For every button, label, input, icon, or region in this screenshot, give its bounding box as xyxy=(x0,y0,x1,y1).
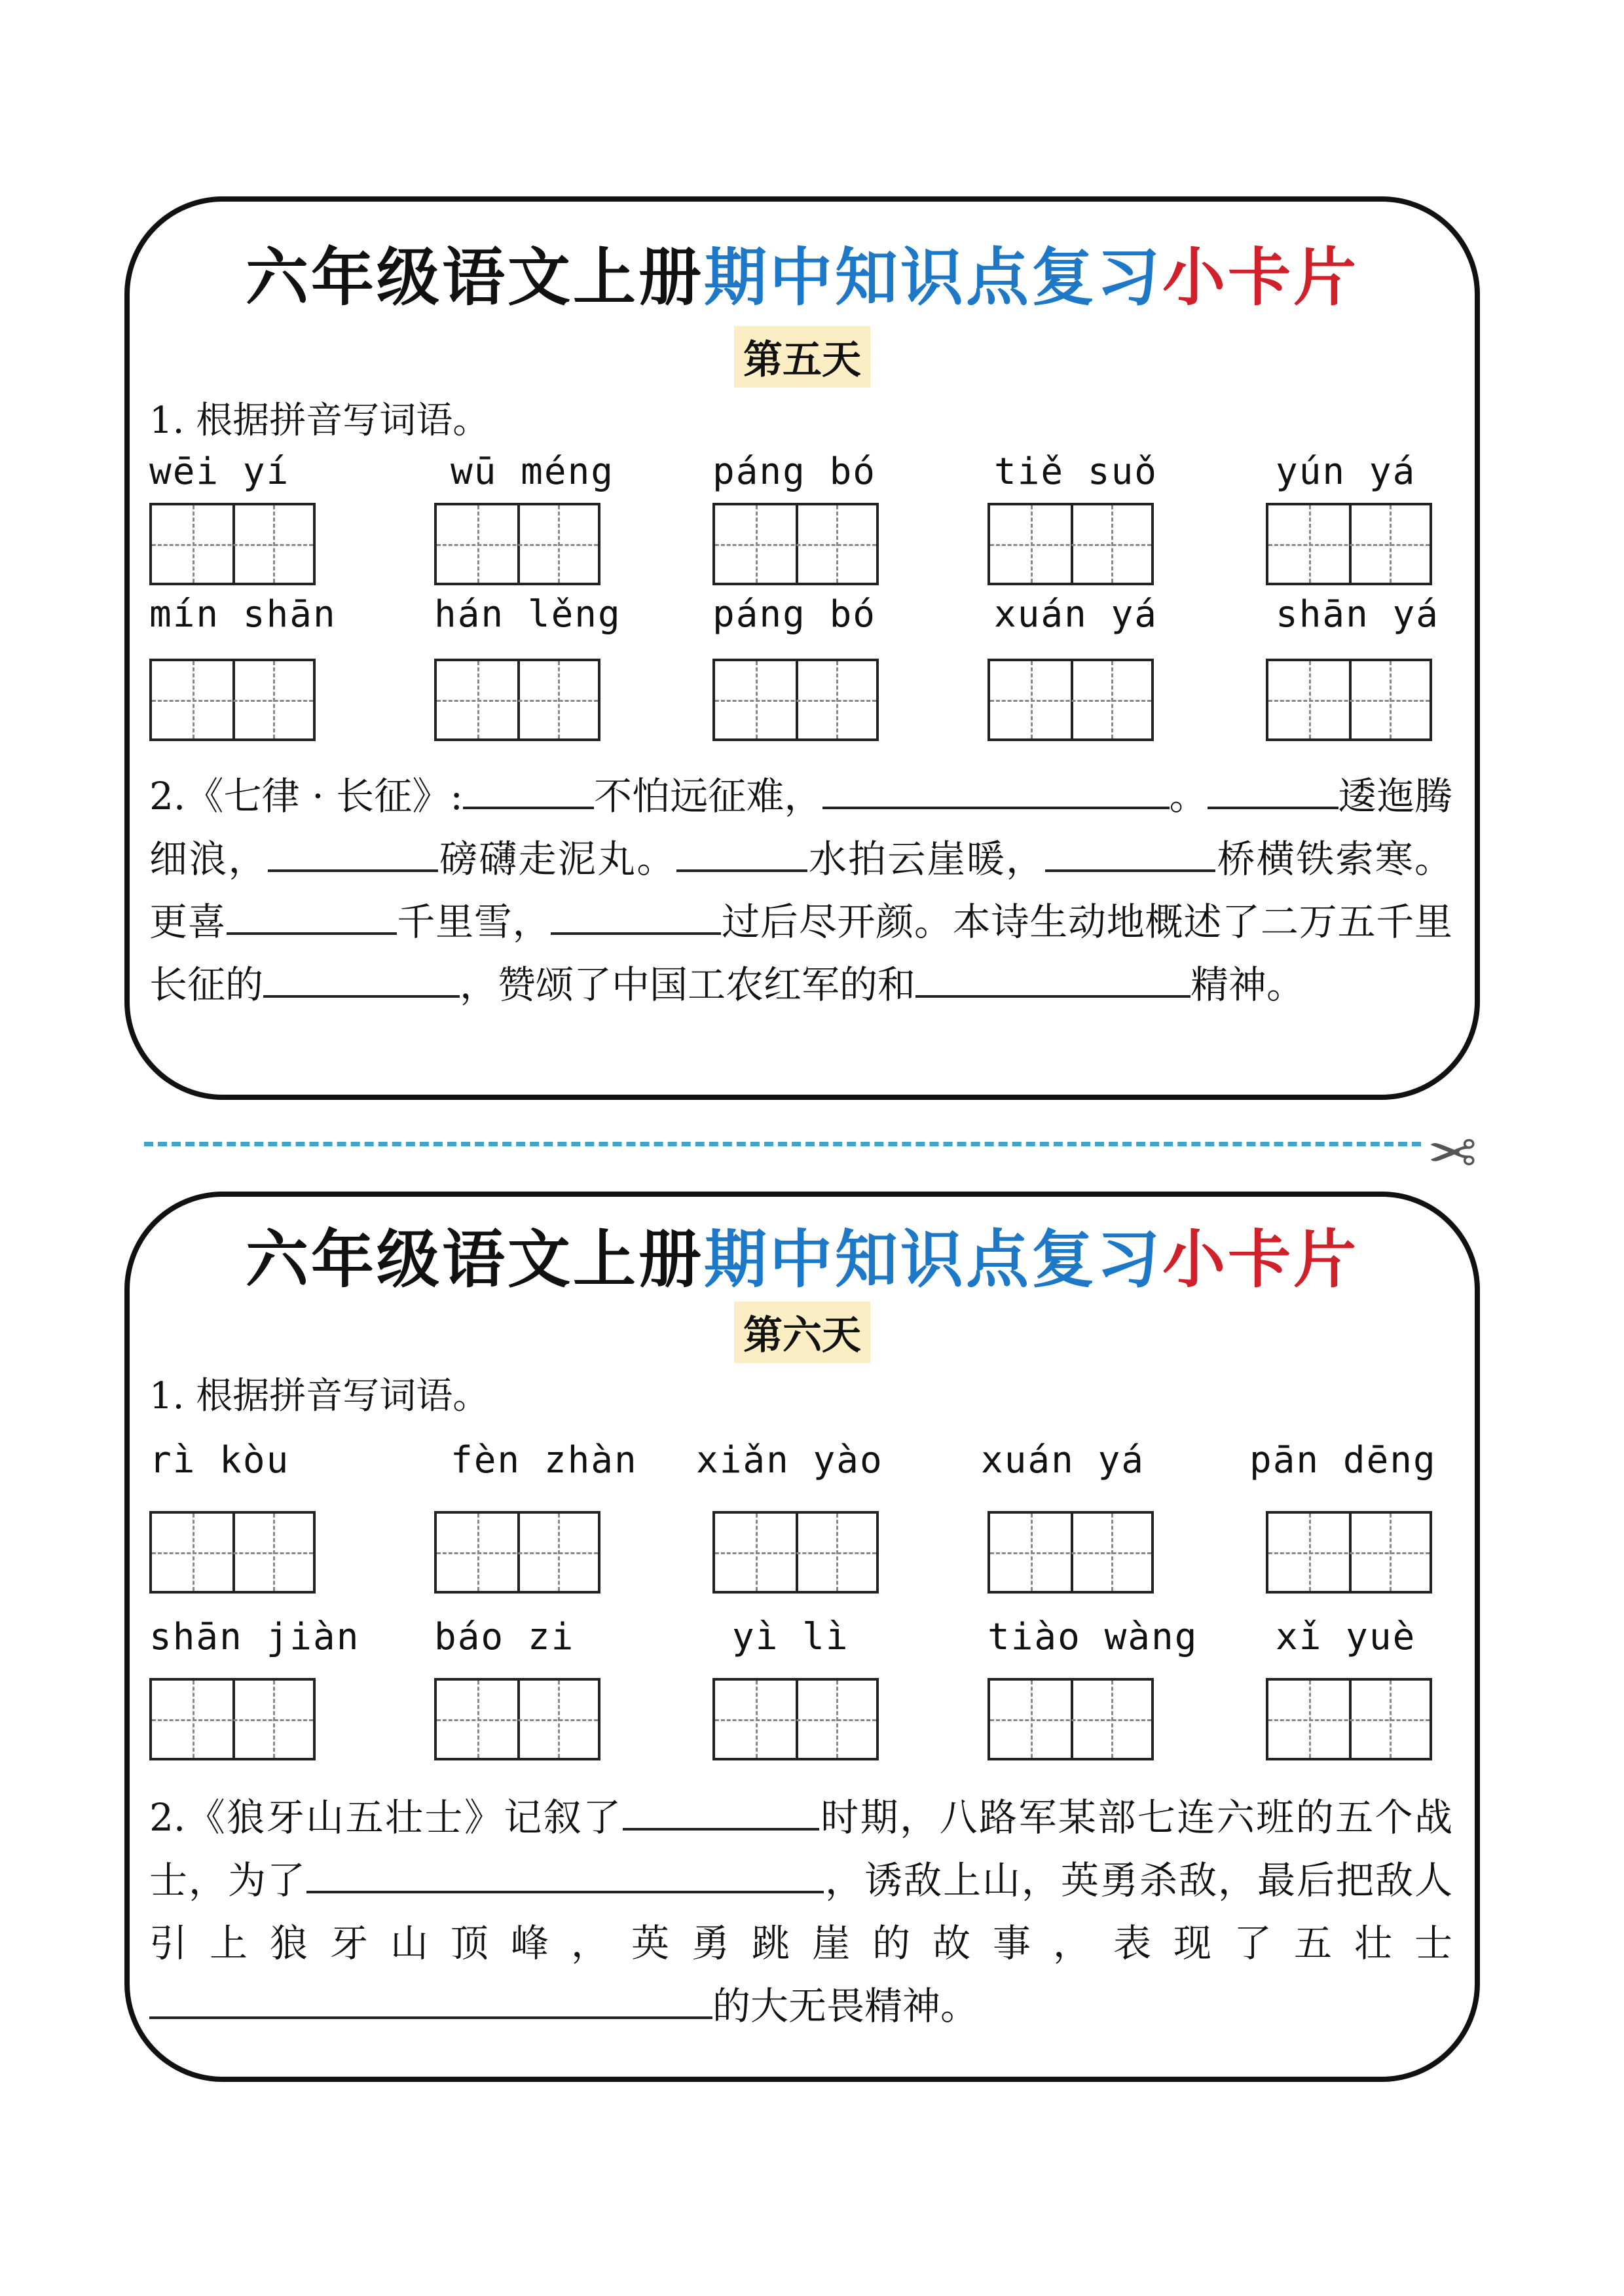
q2-text: 的大无畏精神。 xyxy=(712,1984,979,2028)
q2-text: 和 xyxy=(877,962,916,1007)
tianzige-box[interactable] xyxy=(1266,503,1432,585)
cut-line xyxy=(144,1142,1421,1146)
question-2-paragraph xyxy=(149,1786,1452,2037)
fill-blank[interactable] xyxy=(149,1980,712,2019)
title-part-grade: 六年级语文上册 xyxy=(246,1222,704,1296)
q2-text: 2.《七律 · 长征》: xyxy=(149,774,463,818)
pinyin-label: tiě suǒ xyxy=(994,450,1158,493)
tianzige-box[interactable] xyxy=(149,659,316,741)
card-title xyxy=(130,228,1475,318)
title-part-grade: 六年级语文上册 xyxy=(246,240,704,314)
q2-text: 桥横铁索寒。更喜 xyxy=(149,837,1452,944)
pinyin-label: yì lì xyxy=(732,1616,849,1658)
card-title xyxy=(130,1210,1475,1300)
title-part-review: 期中知识点复习 xyxy=(704,1222,1162,1296)
tianzige-box[interactable] xyxy=(1266,1678,1432,1760)
fill-blank[interactable] xyxy=(227,896,397,935)
q2-text: 千里雪， xyxy=(396,900,551,944)
tianzige-box[interactable] xyxy=(987,1678,1154,1760)
q2-text: 不怕远征难， xyxy=(593,774,822,818)
q2-text: 逶迤腾细浪， xyxy=(149,774,1452,881)
pinyin-label: xiǎn yào xyxy=(696,1439,883,1482)
tianzige-box[interactable] xyxy=(712,503,879,585)
review-card-day6 xyxy=(124,1192,1480,2082)
pinyin-label: shān yá xyxy=(1276,593,1440,636)
title-part-review: 期中知识点复习 xyxy=(704,240,1162,314)
fill-blank[interactable] xyxy=(268,833,438,872)
tianzige-box[interactable] xyxy=(1266,659,1432,741)
fill-blank[interactable] xyxy=(676,833,807,872)
q2-text: 2.《狼牙山五壮士》记叙了 xyxy=(149,1795,623,1840)
fill-blank[interactable] xyxy=(623,1791,819,1831)
question-2-paragraph xyxy=(149,765,1452,1016)
tianzige-box[interactable] xyxy=(434,659,600,741)
pinyin-label: xuán yá xyxy=(994,593,1158,636)
tianzige-box[interactable] xyxy=(149,1678,316,1760)
pinyin-label: páng bó xyxy=(712,450,877,493)
tianzige-box[interactable] xyxy=(1266,1511,1432,1594)
fill-blank[interactable] xyxy=(915,958,1190,998)
pinyin-label: xǐ yuè xyxy=(1276,1616,1416,1658)
tianzige-box[interactable] xyxy=(149,503,316,585)
pinyin-label: yún yá xyxy=(1276,450,1416,493)
q2-text: 。 xyxy=(1169,774,1208,818)
fill-blank[interactable] xyxy=(1045,833,1215,872)
question-1-prompt: 1. 根据拼音写词语。 xyxy=(149,399,490,442)
tianzige-box[interactable] xyxy=(434,1511,600,1594)
pinyin-label: mín shān xyxy=(149,593,337,636)
tianzige-box[interactable] xyxy=(712,1511,879,1594)
fill-blank[interactable] xyxy=(306,1854,824,1893)
pinyin-label: fèn zhàn xyxy=(451,1439,638,1482)
review-card-day5 xyxy=(124,196,1480,1100)
q2-text: 水拍云崖暖， xyxy=(807,837,1046,881)
pinyin-label: tiào wàng xyxy=(987,1616,1198,1658)
fill-blank[interactable] xyxy=(463,770,594,809)
pinyin-label: shān jiàn xyxy=(149,1616,360,1658)
tianzige-box[interactable] xyxy=(149,1511,316,1594)
pinyin-label: rì kòu xyxy=(149,1439,290,1482)
title-part-card: 小卡片 xyxy=(1162,240,1359,314)
tianzige-box[interactable] xyxy=(712,1678,879,1760)
q2-text: ，诱敌上山，英勇杀敌，最后把敌人引上狼牙山顶峰，英勇跳崖的故事，表现了五壮士 xyxy=(149,1858,1452,1965)
pinyin-label: wū méng xyxy=(451,450,615,493)
pinyin-label: xuán yá xyxy=(981,1439,1145,1482)
fill-blank[interactable] xyxy=(1208,770,1338,809)
tianzige-box[interactable] xyxy=(987,503,1154,585)
q2-text: 磅礴走泥丸。 xyxy=(437,837,676,881)
pinyin-label: páng bó xyxy=(712,593,877,636)
tianzige-box[interactable] xyxy=(434,503,600,585)
fill-blank[interactable] xyxy=(551,896,721,935)
pinyin-label: pān dēng xyxy=(1249,1439,1437,1482)
q2-text: 时期，八路军某部七连六班的五个战士，为了 xyxy=(149,1795,1452,1903)
fill-blank[interactable] xyxy=(263,958,460,998)
tianzige-box[interactable] xyxy=(712,659,879,741)
question-1-prompt: 1. 根据拼音写词语。 xyxy=(149,1375,490,1417)
tianzige-box[interactable] xyxy=(434,1678,600,1760)
tianzige-box[interactable] xyxy=(987,659,1154,741)
scissors-icon: ✂ xyxy=(1428,1116,1477,1185)
pinyin-label: báo zi xyxy=(434,1616,575,1658)
day-label: 第五天 xyxy=(734,326,870,388)
fill-blank[interactable] xyxy=(822,770,1170,809)
title-part-card: 小卡片 xyxy=(1162,1222,1359,1296)
q2-text: ，赞颂了中国工农红军的 xyxy=(460,962,878,1007)
pinyin-label: wēi yí xyxy=(149,450,290,493)
q2-text: 过后尽开颜。本诗生动地概述了二万五千里长征的 xyxy=(149,900,1452,1007)
q2-text: 精神。 xyxy=(1190,962,1305,1007)
day-label: 第六天 xyxy=(734,1302,870,1363)
pinyin-label: hán lěng xyxy=(434,593,621,636)
tianzige-box[interactable] xyxy=(987,1511,1154,1594)
